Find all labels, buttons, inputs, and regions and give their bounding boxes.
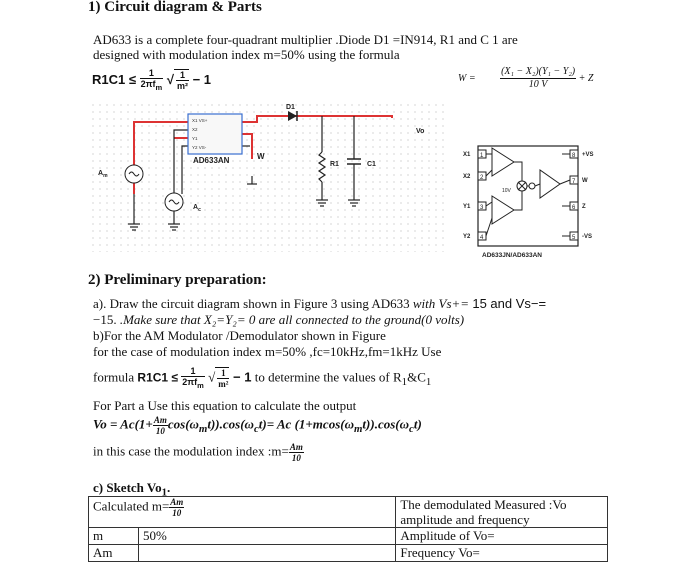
chip-pin-2: X2: [192, 127, 198, 132]
pin-num-3: 3: [480, 205, 484, 211]
circuit-diagram: [92, 104, 444, 252]
r1c1-frac-num: 1: [140, 68, 164, 79]
w-formula-den: 10 V: [528, 79, 548, 90]
vo-eq-frac-num: Am: [153, 415, 167, 425]
row1-right: Amplitude of Vo=: [396, 528, 608, 545]
vo-eq-f: t): [413, 416, 422, 432]
r1c1-sqrt-num: 1: [176, 70, 189, 81]
formula-frac-den: [181, 377, 205, 391]
formula-suffix: to determine the values of R: [251, 369, 402, 385]
row2-mid: [138, 545, 395, 562]
vo-eq-d: t)= Ac (1+mcos(ω: [258, 416, 354, 432]
r1c1-sqrt-den: m²: [176, 81, 188, 92]
section2-formula-line: [93, 366, 431, 391]
chip-pin-1: X1 VS+: [192, 118, 208, 123]
a-line2-a: −15.: [93, 312, 120, 327]
vo-equation: [93, 415, 422, 436]
sketch-heading-sub: 1: [161, 486, 168, 499]
row2-left: Am: [89, 545, 139, 562]
vo-eq-sub-m: m: [198, 423, 208, 436]
sketch-header-row: [89, 497, 608, 528]
pin-label-vs-plus: +VS: [582, 152, 594, 158]
r1c1-lhs: R1C1 ≤: [92, 71, 136, 87]
formula-and: &C: [407, 369, 426, 385]
formula-r-sub: 1: [401, 375, 408, 388]
formula-c-sub: 1: [425, 375, 432, 388]
pin-label-y1: Y1: [463, 204, 471, 210]
pin-num-4: 4: [480, 235, 484, 241]
formula-sqrt-symbol: √: [208, 369, 216, 385]
w-formula-lhs: W =: [458, 73, 476, 84]
formula-tail: − 1: [229, 369, 252, 385]
a-line1-val: 15 and Vs−=: [472, 296, 547, 311]
table-row: [89, 545, 608, 562]
w-label: W: [257, 152, 265, 161]
vo-eq-a: Vo = Ac(1+: [93, 416, 153, 432]
sqrt-symbol: √: [166, 71, 174, 87]
r1c1-frac-den: [140, 79, 164, 93]
pin-num-7: 7: [572, 179, 576, 185]
calc-cell: [89, 497, 396, 528]
section2-a-line2: [93, 312, 464, 328]
mod-index-den: 10: [291, 453, 301, 463]
r1c1-frac: [140, 68, 164, 93]
vo-label: Vo: [416, 128, 425, 135]
a-line2-b: .Make sure that X₂=Y₂= 0 are all connected to the ground(0 volts): [119, 312, 465, 327]
calc-label: Calculated m=: [93, 498, 170, 514]
pinout-diagram: [462, 140, 594, 260]
part-a-text: For Part a Use this equation to calculate the output: [93, 398, 357, 413]
r1c1-sqrt: [174, 69, 189, 91]
demod-text1: The demodulated Measured :Vo: [400, 497, 567, 512]
pin-label-x2: X2: [463, 174, 471, 180]
r1c1-frac-den-text: 2πf: [140, 79, 156, 89]
vo-eq-c: t)).cos(ω: [207, 416, 254, 432]
pin-num-1: 1: [480, 153, 484, 159]
formula-frac-den-text: 2πf: [182, 377, 198, 387]
w-formula-tail: + Z: [578, 73, 594, 84]
section1-para-line1: AD633 is a complete four-quadrant multiplier .Diode D1 =IN914, R1 and C 1 are: [93, 32, 518, 47]
vo-eq-e: t)).cos(ω: [362, 416, 410, 432]
section2-b-line1: b)For the AM Modulator /Demodulator shown in Figure: [93, 328, 386, 343]
w-formula-num: (X₁ − X₂)(Y₁ − Y₂): [501, 66, 576, 77]
vo-eq-frac-den: 10: [155, 426, 165, 436]
formula-frac: [181, 366, 205, 391]
section2-heading: 2) Preliminary preparation:: [88, 272, 267, 288]
d1-label: D1: [286, 104, 295, 111]
mod-index-text: in this case the modulation index :m=: [93, 443, 289, 459]
pin-num-5: 5: [572, 235, 576, 241]
ac-label: $A_c$: [193, 204, 201, 213]
chip-label: AD633AN: [193, 156, 230, 165]
demod-text2: amplitude and frequency: [400, 512, 530, 527]
mod-index-num: Am: [289, 442, 303, 452]
pin-label-w: W: [582, 178, 588, 184]
r1c1-tail: − 1: [188, 71, 211, 87]
mod-index-frac: [289, 442, 304, 463]
calc-num: Am: [170, 497, 184, 507]
vo-eq-sub-c: c: [253, 423, 259, 436]
pin-label-vs-minus: -VS: [582, 234, 593, 240]
am-label: $A_m$: [98, 170, 108, 179]
row2-right: Frequency Vo=: [396, 545, 608, 562]
chip-pin-4: Y2 VS-: [192, 145, 207, 150]
a-line1-prefix: a). Draw the circuit diagram shown in Figure 3 using AD633: [93, 296, 410, 311]
c1-label: C1: [367, 161, 376, 168]
formula-frac-num: 1: [181, 366, 205, 377]
sketch-heading-text: c) Sketch Vo: [93, 480, 162, 495]
w-formula: [458, 66, 593, 91]
section1-para-line2: designed with modulation index m=50% using the formula: [93, 47, 400, 62]
formula-sqrt-den: m²: [218, 379, 229, 390]
section2-a-line1: [93, 296, 546, 312]
formula-prefix: formula: [93, 369, 138, 385]
pin-num-8: 8: [572, 153, 576, 159]
pin-label-y2: Y2: [463, 234, 471, 240]
pin-num-6: 6: [572, 205, 576, 211]
chip-pin-3: Y1: [192, 136, 198, 141]
vo-eq-sub-m2: m: [353, 423, 363, 436]
pinout-caption: AD633JN/AD633AN: [482, 252, 542, 259]
row1-mid: 50%: [138, 528, 395, 545]
section1-heading: 1) Circuit diagram & Parts: [88, 0, 262, 15]
mod-index-line: [93, 442, 304, 463]
formula-sqrt: [215, 367, 229, 389]
grid-background: [92, 104, 444, 252]
table-row: [89, 528, 608, 545]
calc-den: 10: [172, 508, 182, 518]
r1c1-formula: [92, 68, 211, 93]
formula-sqrt-num: 1: [217, 368, 229, 379]
calc-frac: [169, 497, 184, 518]
row1-left: m: [89, 528, 139, 545]
vo-eq-frac: [153, 415, 168, 436]
section2-b-line2: for the case of modulation index m=50% ,fc=10kHz,fm=1kHz Use: [93, 344, 442, 359]
pin-label-x1: X1: [463, 152, 471, 158]
formula-lhs: R1C1 ≤: [137, 370, 179, 385]
pinout-inner-10v: 10V: [502, 188, 511, 194]
demod-cell: [396, 497, 608, 528]
w-formula-frac: [500, 66, 576, 91]
formula-frac-den-sub: m: [197, 380, 204, 390]
sketch-table: [88, 496, 608, 562]
r1c1-frac-den-sub: m: [155, 82, 163, 92]
vo-eq-b: cos(ω: [167, 416, 199, 432]
vo-eq-sub-c2: c: [409, 423, 414, 436]
pin-label-z: Z: [582, 204, 586, 210]
sketch-heading-tail: .: [167, 480, 171, 495]
r1-label: R1: [330, 161, 339, 168]
a-line1-it: with Vs+=: [409, 296, 473, 311]
pin-num-2: 2: [480, 175, 484, 181]
